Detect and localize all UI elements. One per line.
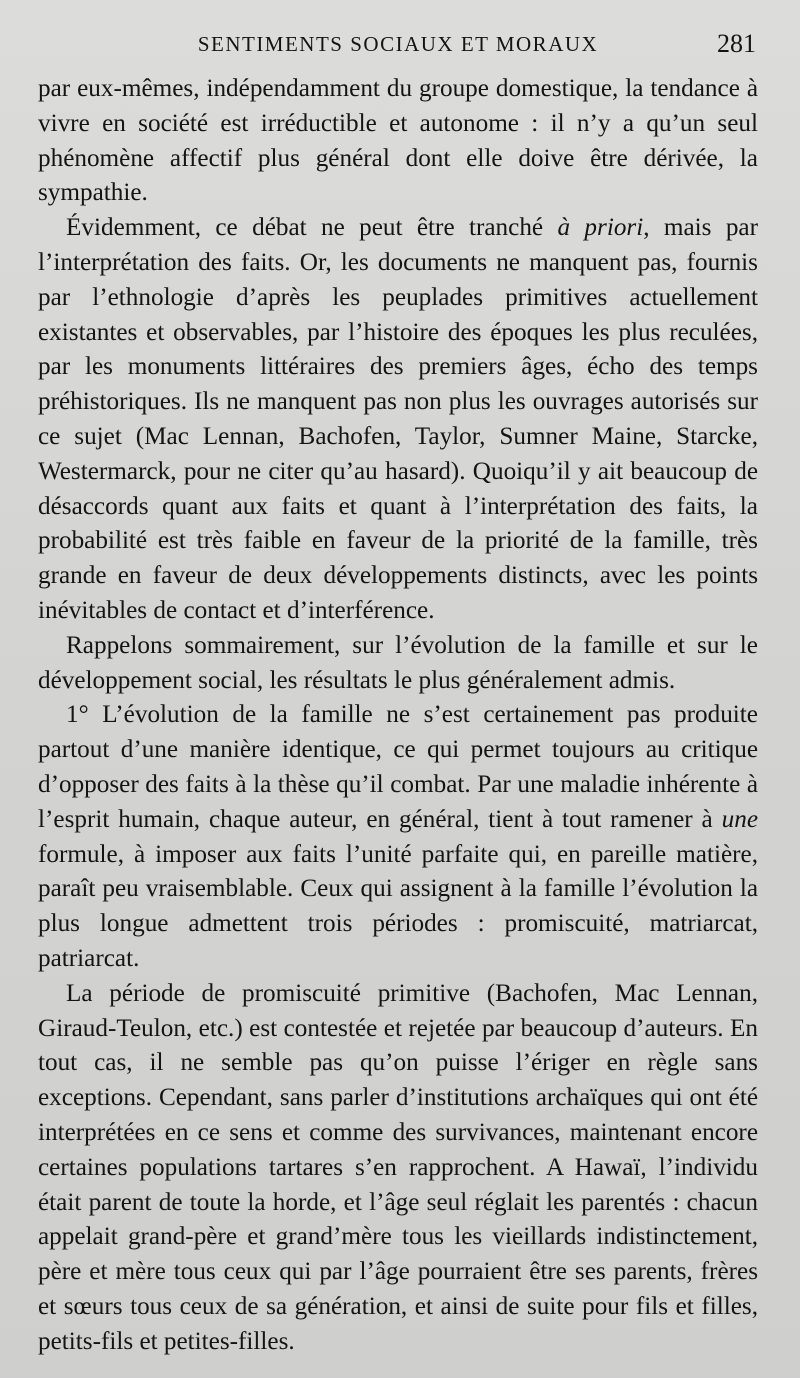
page-number: 281 bbox=[717, 29, 756, 58]
paragraph-4-rest: formule, à imposer aux faits l’unité parfaite qui, en pareille matière, paraît peu vraisemblable. Ceux qui assignent à la famille l’évolution la plus longue admettent trois périodes : promiscuité, matriarcat, patriarcat. bbox=[38, 840, 758, 972]
emphasis-une: une bbox=[721, 805, 758, 833]
paragraph-2-rest: , mais par l’interprétation des faits. Or, les documents ne manquent pas, fournis par l’ethnologie d’après les peuplades primitives actuellement existantes et observables, par l’histoire des époques les plus reculées, par les monuments littéraires des premiers âges, écho des temps préhistoriques. Ils ne manquent pas non plus les ouvrages autorisés sur ce sujet (Mac Lennan, Bachofen, Taylor, Sumner Maine, Starcke, Westermarck, pour ne citer qu’au hasard). Quoiqu’il y ait beaucoup de désaccords quant aux faits et quant à l’interprétation des faits, la probabilité est très faible en faveur de la priorité de la famille, très grande en faveur de deux développements distincts, avec les points inévitables de contact et d’interférence. bbox=[38, 214, 758, 624]
paragraph-4 bbox=[38, 698, 758, 976]
paragraph-3: Rappelons sommairement, sur l’évolution de la famille et sur le développement social, les résultats le plus généralement admis. bbox=[38, 631, 758, 694]
paragraph-2 bbox=[38, 211, 758, 629]
running-header bbox=[38, 24, 758, 64]
paragraph-5: La période de promiscuité primitive (Bachofen, Mac Lennan, Giraud-Teulon, etc.) est contestée et rejetée par beaucoup d’auteurs. En tout cas, il ne semble pas qu’on puisse l’ériger en règle sans exceptions. Cependant, sans parler d’institutions archaïques qui ont été interprétées en ce sens et comme des survivances, maintenant encore certaines populations tartares s’en rapprochent. A Hawaï, l’individu était parent de toute la horde, et l’âge seul réglait les parentés : chacun appelait grand-père et grand’mère tous les vieillards indistinctement, père et mère tous ceux qui par l’âge pourraient être ses parents, frères et sœurs tous ceux de sa génération, et ainsi de suite pour fils et filles, petits-fils et petites-filles. bbox=[38, 979, 758, 1355]
paragraph-4-start: 1° L’évolution de la famille ne s’est certainement pas produite partout d’une manière identique, ce qui permet toujours au critique d’opposer des faits à la thèse qu’il combat. Par une maladie inhérente à l’esprit humain, chaque auteur, en général, tient à tout ramener à bbox=[38, 701, 758, 833]
emphasis-a-priori: à priori bbox=[557, 214, 644, 242]
running-title: SENTIMENTS SOCIAUX ET MORAUX bbox=[197, 32, 599, 56]
paragraph-1: par eux-mêmes, indépendamment du groupe domestique, la tendance à vivre en société est irréductible et autonome : il n’y a qu’un seul phénomène affectif plus général dont elle doive être dérivée, la sympathie. bbox=[38, 75, 758, 207]
paragraph-2-start: Évidemment, ce débat ne peut être tranché bbox=[66, 214, 558, 242]
body-text bbox=[38, 72, 758, 1359]
